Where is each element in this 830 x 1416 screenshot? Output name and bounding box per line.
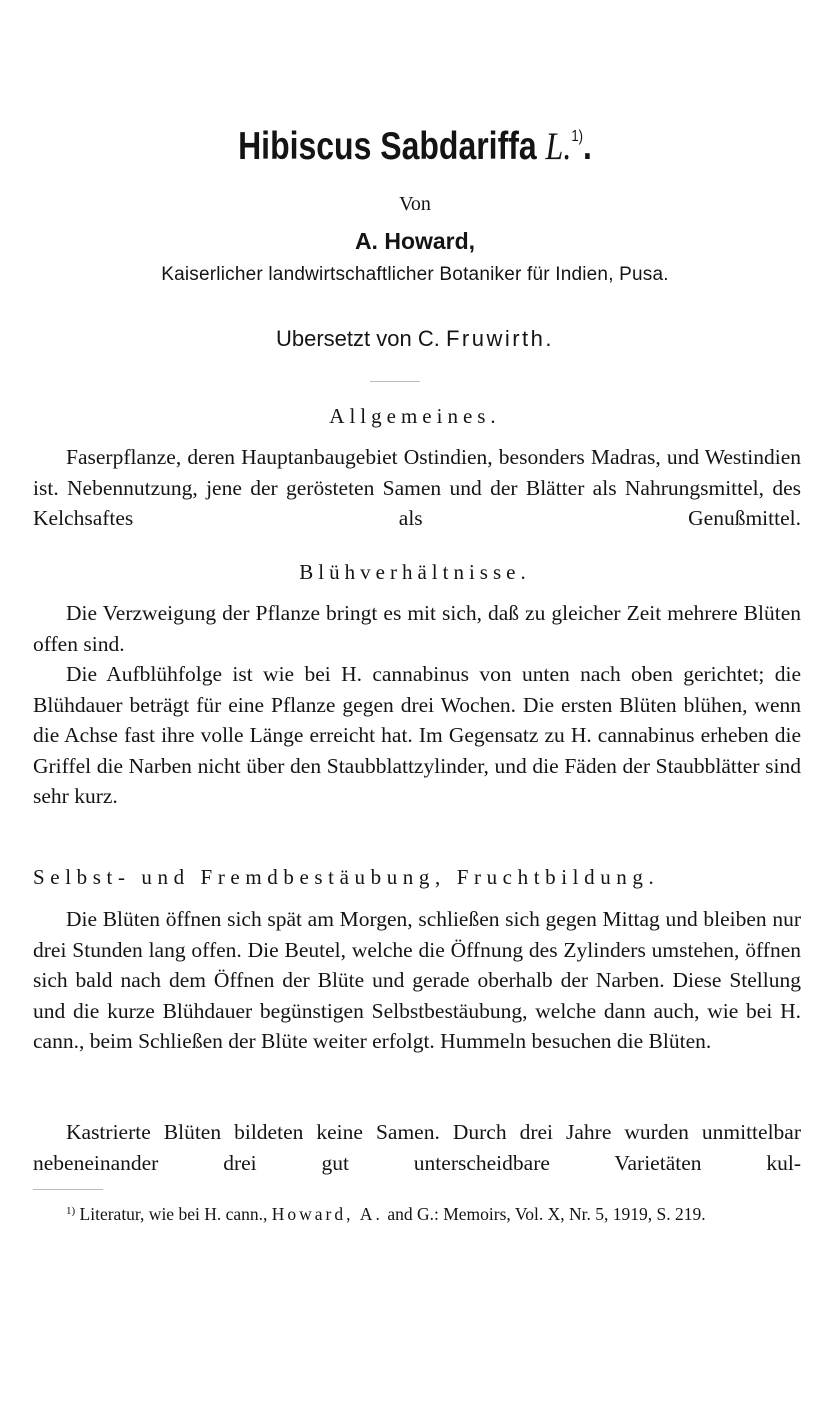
section-heading-bestaeubung: Selbst- und Fremdbestäubung, Fruchtbildung. (33, 865, 660, 889)
paragraph-bluehverhaeltnisse-2: Die Aufblühfolge ist wie bei H. cannabinus von unten nach oben gerichtet; die Blühdauer beträgt für eine Pflanze gegen drei Wochen. Die ersten Blüten blühen, wenn die Achse fast ihre volle Länge erreicht hat. Im Gegensatz zu H. cannabinus erheben die Griffel die Narben nicht über den Staubblattzylinder, und die Fäden der Staubblätter sind sehr kurz. (33, 662, 801, 808)
paragraph-bluehverhaeltnisse-1: Die Verzweigung der Pflanze bringt es mit sich, daß zu gleicher Zeit mehrere Blüten offen sind. (33, 601, 801, 656)
page-title (75, 124, 756, 169)
paragraph-allgemeines-1: Faserpflanze, deren Hauptanbaugebiet Ostindien, besonders Madras, und Westindien ist. Nebennutzung, jene der gerösteten Samen und der Blätter als Nahrungsmittel, des Kelchsaftes als Genußmittel. (33, 445, 801, 530)
translator-line (0, 326, 830, 352)
footnote (33, 1198, 801, 1227)
author-affiliation: Kaiserlicher landwirtschaftlicher Botaniker für Indien, Pusa. (161, 264, 669, 285)
footnote-text-before: Literatur, wie bei H. cann., (79, 1204, 272, 1224)
title-authority: L. (545, 125, 572, 168)
footnote-rule (33, 1189, 103, 1190)
title-main: Hibiscus Sabdariffa (238, 125, 537, 168)
footnote-spaced-name: Howard, A. (271, 1204, 383, 1224)
title-end: . (583, 125, 592, 168)
section-heading-bluehverhaeltnisse: Blühverhältnisse. (299, 560, 531, 584)
translator-name: Fruwirth. (445, 326, 555, 351)
separator-rule (370, 381, 420, 382)
title-footnote-mark[interactable]: 1) (571, 128, 584, 145)
footnote-text-after: and G.: Memoirs, Vol. X, Nr. 5, 1919, S. 219. (382, 1204, 706, 1224)
byline-von: Von (399, 193, 431, 215)
section-heading-allgemeines: Allgemeines. (329, 404, 501, 428)
footnote-mark: 1) (66, 1205, 76, 1217)
translator-prefix: Ubersetzt von C. (275, 326, 440, 351)
paragraph-bestaeubung-2: Kastrierte Blüten bildeten keine Samen. Durch drei Jahre wurden unmittelbar nebeneinander drei gut unterscheidbare Varietäten kul- (33, 1120, 801, 1175)
author-name: A. Howard, (354, 228, 476, 254)
paragraph-bestaeubung-1: Die Blüten öffnen sich spät am Morgen, schließen sich gegen Mittag und bleiben nur drei Stunden lang offen. Die Beutel, welche die Öffnung des Zylinders umstehen, öffnen sich bald nach dem Öffnen der Blüte und gerade oberhalb der Narben. Diese Stellung und die kurze Blühdauer begünstigen Selbstbestäubung, welche dann auch, wie bei H. cann., beim Schließen der Blüte weiter erfolgt. Hummeln besuchen die Blüten. (33, 907, 801, 1053)
